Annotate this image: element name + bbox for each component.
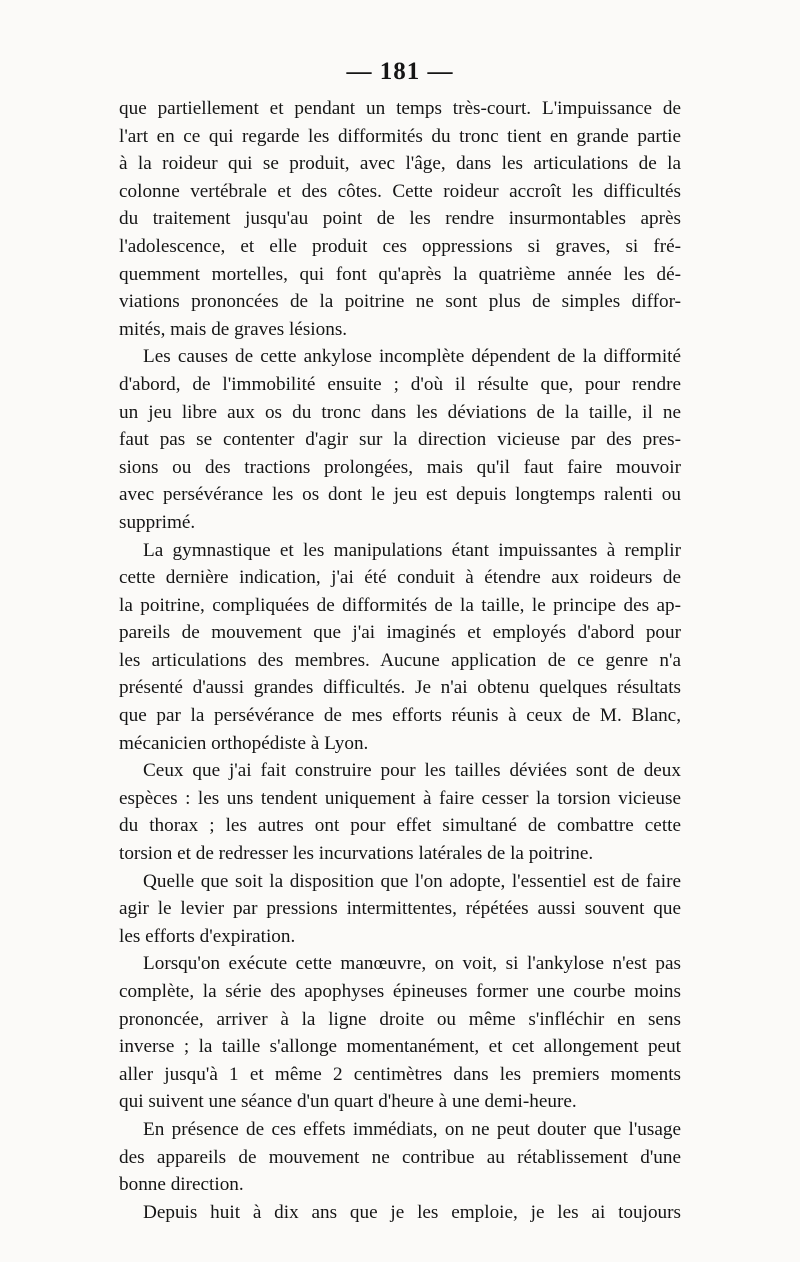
text-line: d'abord, de l'immobilité ensuite ; d'où il résulte que, pour rendre xyxy=(119,373,681,395)
text-line: bonne direction. xyxy=(119,1174,244,1196)
text-line: supprimé. xyxy=(119,511,196,533)
body-text xyxy=(119,95,681,1226)
text-line: les articulations des membres. Aucune application de ce genre n'a xyxy=(119,649,681,671)
text-line: Les causes de cette ankylose incomplète dépendent de la difformité xyxy=(143,346,681,368)
text-line: que partiellement et pendant un temps très-court. L'impuissance de xyxy=(119,98,681,119)
text-line: pareils de mouvement que j'ai imaginés et employés d'abord pour xyxy=(119,622,681,644)
text-line: La gymnastique et les manipulations étant impuissantes à remplir xyxy=(143,539,681,561)
text-line: Quelle que soit la disposition que l'on adopte, l'essentiel est de faire xyxy=(143,870,681,892)
text-line: l'adolescence, et elle produit ces oppressions si graves, si fré- xyxy=(119,235,681,257)
text-line: mités, mais de graves lésions. xyxy=(119,318,348,340)
text-line: agir le levier par pressions intermittentes, répétées aussi souvent que xyxy=(119,898,681,920)
text-line: du thorax ; les autres ont pour effet simultané de combattre cette xyxy=(119,815,681,837)
text-line: à la roideur qui se produit, avec l'âge, dans les articulations de la xyxy=(119,153,681,175)
text-line: la poitrine, compliquées de difformités de la taille, le principe des ap- xyxy=(119,594,681,616)
text-line: que par la persévérance de mes efforts réunis à ceux de M. Blanc, xyxy=(119,705,681,727)
text-line: espèces : les uns tendent uniquement à faire cesser la torsion vicieuse xyxy=(119,787,681,809)
text-line: En présence de ces effets immédiats, on ne peut douter que l'usage xyxy=(143,1118,681,1140)
text-line: colonne vertébrale et des côtes. Cette roideur accroît les difficultés xyxy=(119,180,681,202)
text-line: mécanicien orthopédiste à Lyon. xyxy=(119,732,369,754)
text-line: l'art en ce qui regarde les difformités du tronc tient en grande partie xyxy=(119,125,681,147)
text-line: complète, la série des apophyses épineuses former une courbe moins xyxy=(119,981,681,1002)
text-line: inverse ; la taille s'allonge momentanément, et cet allongement peut xyxy=(119,1036,681,1058)
page-number: — 181 — xyxy=(346,58,454,85)
text-line: sions ou des tractions prolongées, mais qu'il faut faire mouvoir xyxy=(119,456,681,478)
text-line: présenté d'aussi grandes difficultés. Je n'ai obtenu quelques résultats xyxy=(119,677,681,699)
text-line: aller jusqu'à 1 et même 2 centimètres dans les premiers moments xyxy=(119,1063,681,1085)
text-line: un jeu libre aux os du tronc dans les déviations de la taille, il ne xyxy=(119,401,681,423)
text-line: faut pas se contenter d'agir sur la direction vicieuse par des pres- xyxy=(119,429,681,451)
text-line: torsion et de redresser les incurvations latérales de la poitrine. xyxy=(119,843,594,865)
text-line: des appareils de mouvement ne contribue au rétablissement d'une xyxy=(119,1146,681,1168)
text-line: prononcée, arriver à la ligne droite ou même s'infléchir en sens xyxy=(119,1008,681,1030)
text-line: avec persévérance les os dont le jeu est depuis longtemps ralenti ou xyxy=(119,484,681,506)
text-line: Depuis huit à dix ans que je les emploie, je les ai toujours xyxy=(143,1201,681,1223)
text-line: qui suivent une séance d'un quart d'heure à une demi-heure. xyxy=(119,1091,577,1113)
text-line: Ceux que j'ai fait construire pour les tailles déviées sont de deux xyxy=(143,760,681,782)
text-line: Lorsqu'on exécute cette manœuvre, on voit, si l'ankylose n'est pas xyxy=(143,953,681,975)
text-line: cette dernière indication, j'ai été conduit à étendre aux roideurs de xyxy=(119,567,681,589)
text-line: viations prononcées de la poitrine ne sont plus de simples diffor- xyxy=(119,291,681,313)
text-line: les efforts d'expiration. xyxy=(119,925,296,947)
text-line: du traitement jusqu'au point de les rendre insurmontables après xyxy=(119,208,681,230)
text-line: quemment mortelles, qui font qu'après la quatrième année les dé- xyxy=(119,263,681,285)
